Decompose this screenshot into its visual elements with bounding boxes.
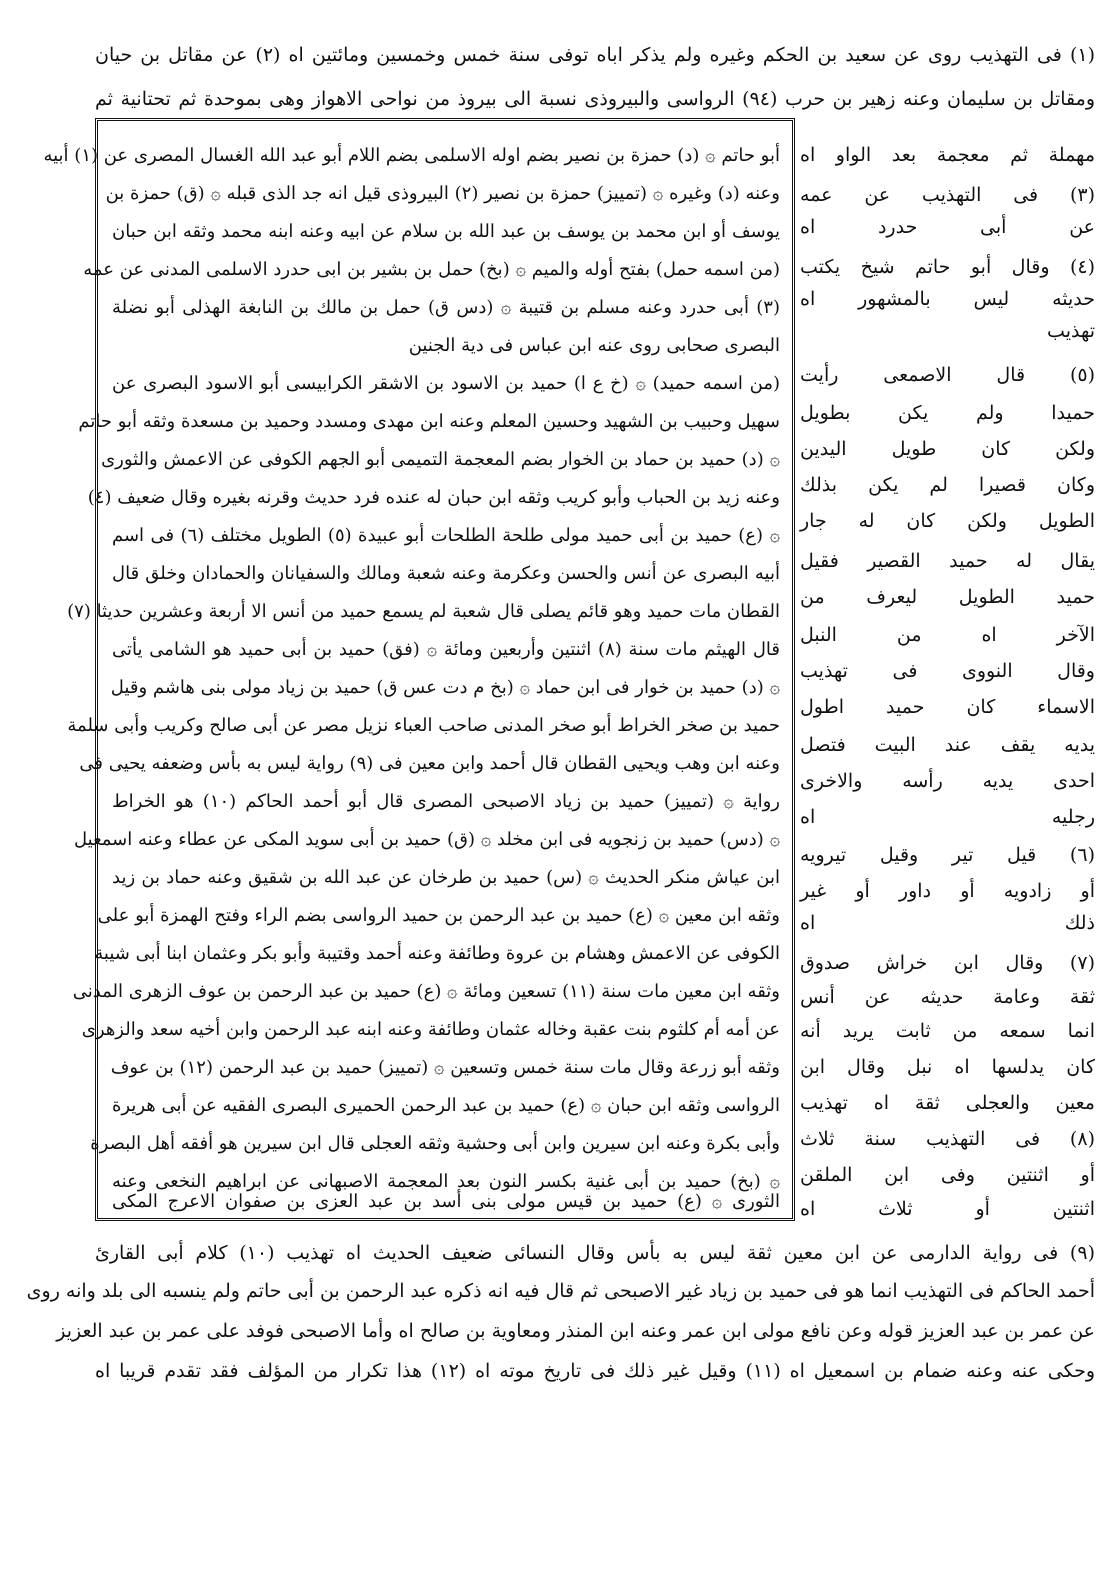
main-text-line: يوسف أو ابن محمد بن يوسف بن عبد الله بن سلام عن ابيه وعنه ابنه محمد وثقه ابن حبان <box>112 221 780 242</box>
side-note-line: الاسماء كان حميد اطول <box>800 696 1095 718</box>
main-text-line: قال الهيثم مات سنة (٨) اثنتين وأربعين ومائة ۞ (فق) حميد بن أبى حميد هو الشامى يأتى <box>112 639 780 660</box>
side-note-line: يديه يقف عند البيت فتصل <box>800 734 1095 756</box>
main-text-line: البصرى صحابى روى عنه ابن عباس فى دية الجنين <box>408 335 780 356</box>
main-text-line: القطان مات حميد وهو قائم يصلى قال شعبة لم يسمع حميد من أنس الا أربعة وعشرين حديثا (٧) <box>67 601 780 622</box>
main-text-line: ۞ (بخ) حميد بن أبى غنية بكسر النون بعد المعجمة الاصبهانى عن ابراهيم النخعى وعنه <box>112 1171 780 1192</box>
side-note-line: تهذيب <box>1047 320 1095 342</box>
top-note-line: (١) فى التهذيب روى عن سعيد بن الحكم وغيره ولم يذكر اباه توفى سنة خمس وخمسين ومائتين اه (٢) عن مقاتل بن حيان <box>95 44 1096 66</box>
side-note-line: حميد الطويل ليعرف من <box>800 586 1095 608</box>
side-note-line: معين والعجلى ثقة اه تهذيب <box>800 1092 1095 1114</box>
side-note-line: وكان قصيرا لم يكن بذلك <box>800 474 1095 496</box>
side-note-line: حديثه ليس بالمشهور اه <box>800 288 1095 310</box>
side-note-line: أو زادويه أو داور أو غير <box>800 880 1095 902</box>
side-note-line: (٨) فى التهذيب سنة ثلاث <box>800 1128 1095 1150</box>
main-text-line: الثورى ۞ (ع) حميد بن قيس مولى بنى أسد بن عبد العزى بن صفوان الاعرج المكى <box>112 1191 780 1212</box>
side-note-line: وقال النووى فى تهذيب <box>800 660 1095 682</box>
main-text-line: ۞ (د) حميد بن خوار فى ابن حماد ۞ (بخ م دت عس ق) حميد بن زياد مولى بنى هاشم وقيل <box>110 677 780 698</box>
bottom-note-line: (٩) فى رواية الدارمى عن ابن معين ثقة ليس به بأس وقال النسائى ضعيف الحديث اه تهذيب (١٠) كلام أبى القارئ <box>95 1242 1095 1264</box>
main-text-line: وثقه ابن معين مات سنة (١١) تسعين ومائة ۞ (ع) حميد بن عبد الرحمن بن عوف الزهرى المدنى <box>72 981 780 1002</box>
side-note-line: الطويل ولكن كان له جار <box>800 510 1095 532</box>
main-text-line: الكوفى عن الاعمش وهشام بن عروة وطائفة وعنه أحمد وقتيبة وأبو بكر وعثمان ابنا أبى شيبة <box>94 943 780 964</box>
side-note-line: (٤) وقال أبو حاتم شيخ يكتب <box>800 256 1095 278</box>
side-note-line: ثقة وعامة حديثه عن أنس <box>800 986 1095 1008</box>
side-note-line: رجليه اه <box>800 806 1095 828</box>
side-note-line: حميدا ولم يكن بطويل <box>800 402 1095 424</box>
side-note-line: الآخر اه من النبل <box>800 624 1095 646</box>
side-note-line: ذلك اه <box>800 912 1095 934</box>
side-note-line: (٣) فى التهذيب عن عمه <box>800 184 1095 206</box>
main-text-line: (من اسمه حميد) ۞ (خ ع ا) حميد بن الاسود بن الاشقر الكرابيسى أبو الاسود البصرى عن <box>112 373 780 394</box>
main-text-line: ابن عياش منكر الحديث ۞ (س) حميد بن طرخان عن عبد الله بن شقيق وعنه حماد بن زيد <box>112 867 780 888</box>
side-note-line: كان يدلسها اه نبل وقال ابن <box>800 1056 1095 1078</box>
main-text-line: عن أمه أم كلثوم بنت عقبة وخاله عثمان وطائفة وعنه ابنه عبد الرحمن وابن أخيه سعد والزهرى <box>81 1019 780 1040</box>
top-note-line: ومقاتل بن سليمان وعنه زهير بن حرب (٩٤) الرواسى والبيروذى نسبة الى بيروذ من نواحى الاهواز وهى بموحدة ثم تحتانية ثم <box>95 88 1095 110</box>
main-text-line: ۞ (دس) حميد بن زنجويه فى ابن مخلد ۞ (ق) حميد بن أبى سويد المكى عن عطاء وعنه اسمعيل <box>74 829 780 850</box>
main-text-line: وثقه أبو زرعة وقال مات سنة خمس وتسعين ۞ (تمييز) حميد بن عبد الرحمن (١٢) بن عوف <box>110 1057 780 1078</box>
side-note-line: يقال له حميد القصير فقيل <box>800 550 1095 572</box>
main-text-line: أبيه البصرى عن أنس والحسن وعكرمة وعنه شعبة ومالك والسفيانان والحمادان وخلق قال <box>112 563 780 584</box>
side-note-line: اثنتين أو ثلاث اه <box>800 1198 1095 1220</box>
bottom-note-line: أحمد الحاكم فى التهذيب انما هو فى حميد بن زياد غير الاصبحى ثم قال فيه انه ذكره عبد الرحمن بن أبى حاتم ولم ينسبه الى بلد وانه روى <box>26 1280 1095 1302</box>
bottom-note-line: عن عمر بن عبد العزيز قوله وعن نافع مولى ابن عمر وعنه ابن المنذر ومعاوية بن صالح اه وأما الاصبحى فوفد على عمر بن عبد العزيز <box>56 1320 1095 1342</box>
main-text-line: وأبى بكرة وعنه ابن سيرين وابن أبى وحشية وثقه العجلى قال ابن سيرين هو أفقه أهل البصرة <box>90 1133 780 1154</box>
side-note-line: ولكن كان طويل اليدين <box>800 438 1095 460</box>
main-text-line: ۞ (د) حميد بن حماد بن الخوار بضم المعجمة التميمى أبو الجهم الكوفى عن الاعمش والثورى <box>101 449 780 470</box>
main-text-line: (من اسمه حمل) بفتح أوله والميم ۞ (بخ) حمل بن بشير بن ابى حدرد الاسلمى المدنى عن عمه <box>83 259 780 280</box>
bottom-note-line: وحكى عنه وعنه ضمام بن اسمعيل اه (١١) وقيل غير ذلك فى تاريخ موته اه (١٢) هذا تكرار من المؤلف فقد تقدم قريبا اه <box>95 1360 1095 1382</box>
side-note-line: (٦) قيل تير وقيل تيرويه <box>800 844 1095 866</box>
side-note-line: أو اثنتين وفى ابن الملقن <box>800 1164 1095 1186</box>
main-text-frame <box>43 118 795 1221</box>
main-text-line: وعنه ابن وهب ويحيى القطان قال أحمد وابن معين فى (٩) رواية ليس به بأس وضعفه يحيى فى <box>79 753 780 774</box>
main-text-line: الرواسى وثقه ابن حبان ۞ (ع) حميد بن عبد الرحمن الحميرى البصرى الفقيه عن أبى هريرة <box>112 1095 780 1116</box>
side-note-line: (٧) وقال ابن خراش صدوق <box>800 952 1095 974</box>
main-text-line: ۞ (ع) حميد بن أبى حميد مولى طلحة الطلحات أبو عبيدة (٥) الطويل مختلف (٦) فى اسم <box>112 525 781 546</box>
side-note-line: (٥) قال الاصمعى رأيت <box>800 364 1095 386</box>
side-note-line: عن أبى حدرد اه <box>800 216 1095 238</box>
main-text-line: أبو حاتم ۞ (د) حمزة بن نصير بضم اوله الاسلمى بضم اللام أبو عبد الله الغسال المصرى عن (١) أبيه <box>43 145 780 166</box>
main-text-line: وعنه زيد بن الحباب وأبو كريب وثقه ابن حبان له عنده فرد حديث وقرنه بغيره وقال ضعيف (٤) <box>87 487 780 508</box>
main-text-line: وثقه ابن معين ۞ (ع) حميد بن عبد الرحمن بن حميد الرواسى بضم الراء وفتح الهمزة أبو على <box>97 905 780 926</box>
side-note-line: مهملة ثم معجمة بعد الواو اه <box>800 144 1095 166</box>
main-text-line: وعنه (د) وغيره ۞ (تمييز) حمزة بن نصير (٢) البيروذى قيل انه جد الذى قبله ۞ (ق) حمزة بن <box>105 183 780 204</box>
main-text-line: (٣) أبى حدرد وعنه مسلم بن قتيبة ۞ (دس ق) حمل بن مالك بن النابغة الهذلى أبو نضلة <box>112 297 780 318</box>
side-note-line: انما سمعه من ثابت يريد أنه <box>800 1020 1095 1042</box>
main-text-line: حميد بن صخر الخراط أبو صخر المدنى صاحب العباء نزيل مصر عن أبى صالح وكريب وأبى سلمة <box>67 715 780 736</box>
main-text-line: سهيل وحبيب بن الشهيد وحسين المعلم وعنه ابن مهدى ومسدد وحميد بن مسعدة وثقه أبو حاتم <box>78 411 780 432</box>
main-text-line: رواية ۞ (تمييز) حميد بن زياد الاصبحى المصرى قال أبو أحمد الحاكم (١٠) هو الخراط <box>112 791 780 812</box>
side-note-line: احدى يديه رأسه والاخرى <box>800 770 1095 792</box>
